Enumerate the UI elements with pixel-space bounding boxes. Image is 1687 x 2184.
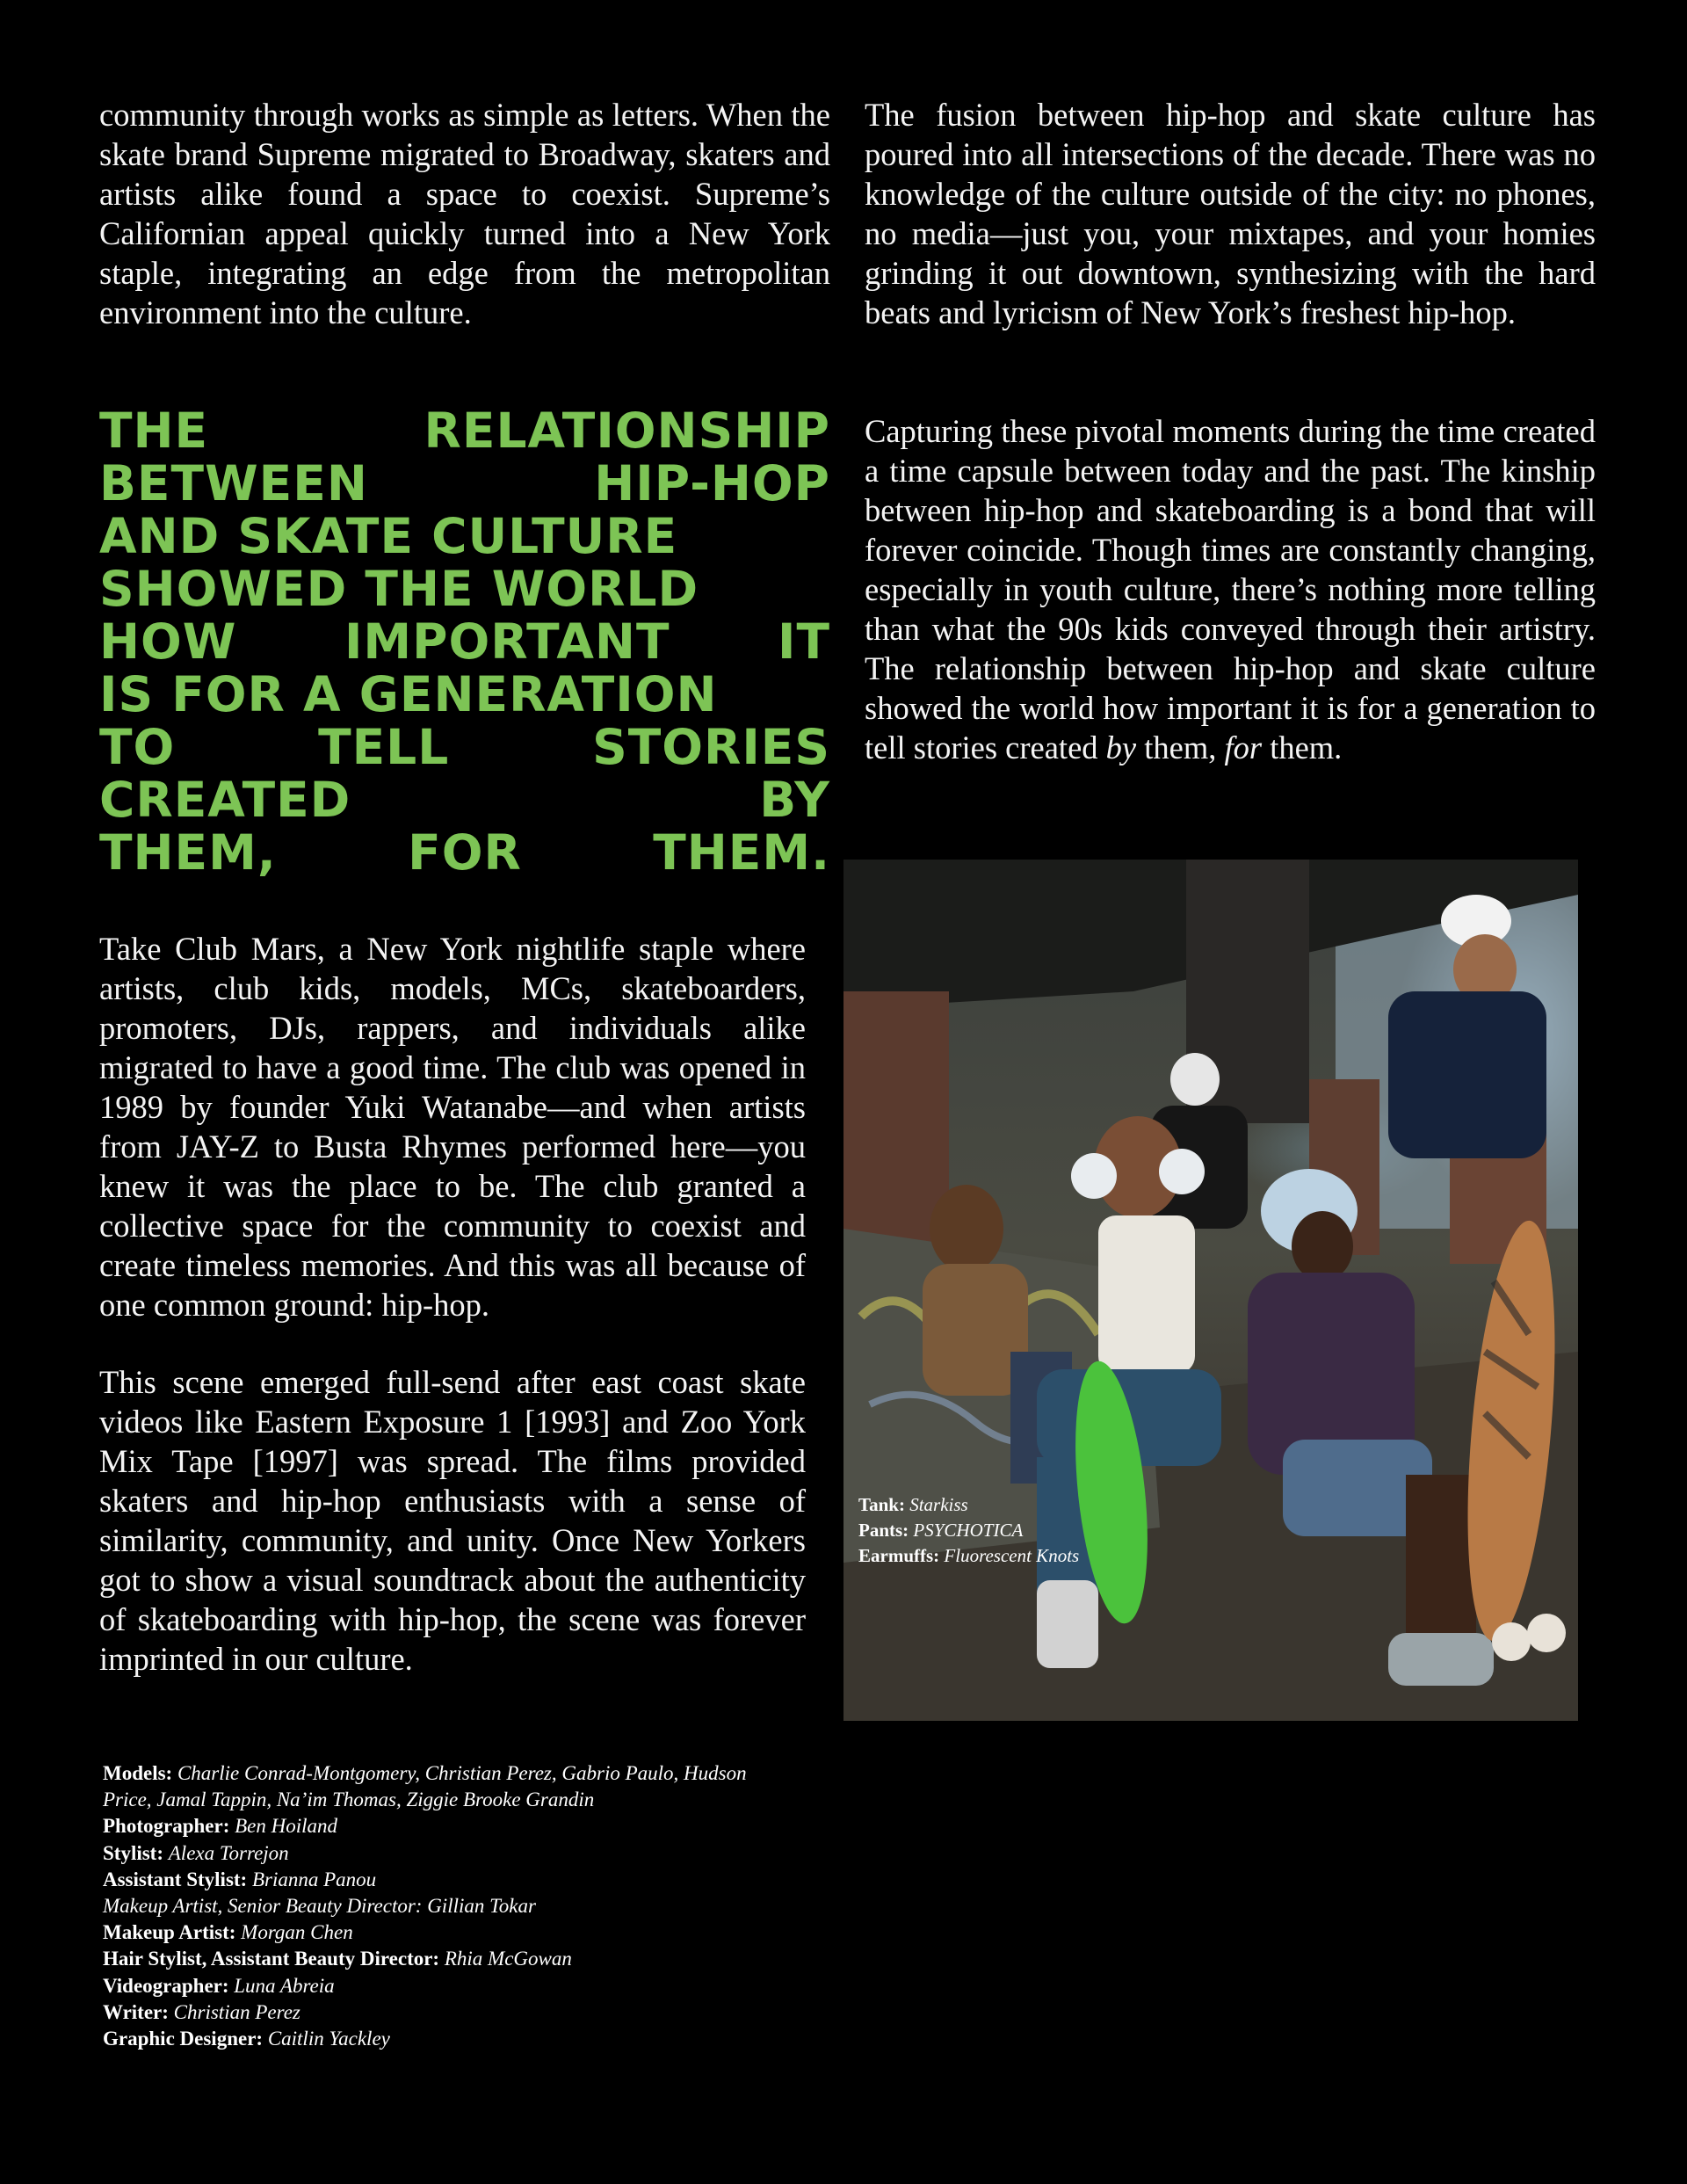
credit-role: Stylist: xyxy=(103,1841,163,1864)
credit-name: Morgan Chen xyxy=(241,1921,353,1944)
credit-line xyxy=(103,1919,771,1946)
credit-role: Videographer: xyxy=(103,1974,229,1997)
credit-line xyxy=(103,2026,771,2052)
credit-role: Makeup Artist: xyxy=(103,1921,236,1944)
credit-line xyxy=(103,1946,771,1972)
credit-name: Luna Abreia xyxy=(234,1974,335,1997)
article-paragraph-1: community through works as simple as letters. When the skate brand Supreme migrated to Broadway, skaters and artists alike found a space to coexist. Supreme’s Californian appeal quickly turned into a New York staple, integrating an edge from the metropolitan environment into the culture. xyxy=(99,97,830,330)
pull-quote-line xyxy=(99,721,830,773)
credit-line xyxy=(103,1999,771,2026)
pull-quote-word: IS FOR A GENERATION xyxy=(99,666,718,722)
credit-name: Alexa Torrejon xyxy=(168,1841,289,1864)
pull-quote-word: THE xyxy=(99,403,209,459)
caption-value: PSYCHOTICA xyxy=(913,1520,1024,1541)
paragraph-text-start: Capturing these pivotal moments during the time created a time capsule between today and the past. The kinship between hip-hop and skateboarding is a bond that will forever coincide. Though times are constantly changing, especially in youth culture, there’s nothing more telling than what the 90s kids conveyed through their artistry. The relationship between hip-hop and skate culture showed the world how important it is for a generation to tell stories created xyxy=(865,413,1596,765)
pull-quote-word: HIP-HOP xyxy=(594,455,830,512)
article-paragraph-club-mars: Take Club Mars, a New York nightlife staple where artists, club kids, models, MCs, skateboarders, promoters, DJs, rappers, and individuals alike migrated to have a good time. The club was opened in 1989 by founder Yuki Watanabe—and when artists from JAY-Z to Busta Rhymes performed here—you knew it was the place to be. The club granted a collective space for the community to coexist and create timeless memories. And this was all because of one common ground: hip-hop. xyxy=(99,931,806,1323)
caption-tank xyxy=(858,1492,1122,1518)
pull-quote xyxy=(99,404,830,879)
pull-quote-line xyxy=(99,773,830,826)
article-paragraph-time-capsule xyxy=(865,411,1596,767)
credit-name: Charlie Conrad-Montgomery, Christian Perez, Gabrio Paulo, Hudson Price, Jamal Tappin, Na’im Thomas, Ziggie Brooke Grandin xyxy=(103,1762,747,1811)
credit-line xyxy=(103,1760,771,1813)
pull-quote-word: TO xyxy=(99,719,176,775)
pull-quote-word: FOR xyxy=(408,824,522,881)
pull-quote-word: RELATIONSHIP xyxy=(424,403,830,459)
caption-pants xyxy=(858,1518,1122,1543)
caption-label: Pants: xyxy=(858,1520,909,1541)
caption-label: Tank: xyxy=(858,1494,905,1515)
photo-caption xyxy=(858,1492,1122,1569)
article-paragraph-skate-videos: This scene emerged full-send after east coast skate videos like Eastern Exposure 1 [1993] and Zoo York Mix Tape [1997] was spread. The films provided skaters and hip-hop enthusiasts with a sense of similarity, community, and unity. Once New Yorkers got to show a visual soundtrack about the authenticity of skateboarding with hip-hop, the scene was forever imprinted in our culture. xyxy=(99,1364,806,1677)
article-paragraph-fusion: The fusion between hip-hop and skate culture has poured into all intersections of the decade. There was no knowledge of the culture outside of the city: no phones, no media—just you, your mixtapes, and your homies grinding it out downtown, synthesizing with the hard beats and lyricism of New York’s freshest hip-hop. xyxy=(865,97,1596,330)
credit-role: Hair Stylist, Assistant Beauty Director: xyxy=(103,1948,440,1970)
pull-quote-word: THEM, xyxy=(99,824,277,881)
pull-quote-line xyxy=(99,826,830,879)
credit-line xyxy=(103,1813,771,1839)
credit-name: Christian Perez xyxy=(173,2000,300,2023)
photo-illustration xyxy=(844,860,1578,1721)
caption-label: Earmuffs: xyxy=(858,1545,940,1566)
caption-earmuffs xyxy=(858,1543,1122,1569)
credit-role: Photographer: xyxy=(103,1815,230,1838)
credit-line xyxy=(103,1867,771,1893)
pull-quote-word: BY xyxy=(759,772,830,828)
caption-value: Starkiss xyxy=(909,1494,968,1515)
credit-line xyxy=(103,1973,771,1999)
editorial-photo xyxy=(844,860,1578,1721)
emphasis-for: for xyxy=(1224,729,1263,765)
pull-quote-line xyxy=(99,668,830,721)
credit-name: Makeup Artist, Senior Beauty Director: Gillian Tokar xyxy=(103,1895,536,1918)
caption-value: Fluorescent Knots xyxy=(944,1545,1080,1566)
pull-quote-word: IT xyxy=(778,613,830,670)
credits-list xyxy=(103,1760,771,2052)
pull-quote-word: AND SKATE CULTURE xyxy=(99,508,678,564)
credit-name: Rhia McGowan xyxy=(444,1948,572,1970)
credit-role: Graphic Designer: xyxy=(103,2028,264,2050)
credit-name: Brianna Panou xyxy=(251,1868,377,1890)
pull-quote-line xyxy=(99,457,830,510)
credit-line xyxy=(103,1893,771,1919)
pull-quote-word: CREATED xyxy=(99,772,351,828)
pull-quote-word: HOW xyxy=(99,613,237,670)
pull-quote-word: TELL xyxy=(318,719,450,775)
credit-role: Writer: xyxy=(103,2000,169,2023)
pull-quote-line xyxy=(99,510,830,562)
pull-quote-line xyxy=(99,615,830,668)
emphasis-by: by xyxy=(1105,729,1137,765)
pull-quote-word: IMPORTANT xyxy=(344,613,670,670)
paragraph-text-mid: them, xyxy=(1136,729,1225,765)
credit-role: Assistant Stylist: xyxy=(103,1868,248,1890)
pull-quote-word: SHOWED THE WORLD xyxy=(99,561,699,617)
pull-quote-line xyxy=(99,404,830,457)
credit-name: Ben Hoiland xyxy=(235,1815,338,1838)
pull-quote-word: THEM. xyxy=(653,824,830,881)
pull-quote-word: BETWEEN xyxy=(99,455,368,512)
pull-quote-word: STORIES xyxy=(592,719,830,775)
pull-quote-line xyxy=(99,562,830,615)
paragraph-text-end: them. xyxy=(1262,729,1343,765)
credit-role: Models: xyxy=(103,1762,173,1784)
credit-name: Caitlin Yackley xyxy=(267,2028,390,2050)
credit-line xyxy=(103,1840,771,1867)
